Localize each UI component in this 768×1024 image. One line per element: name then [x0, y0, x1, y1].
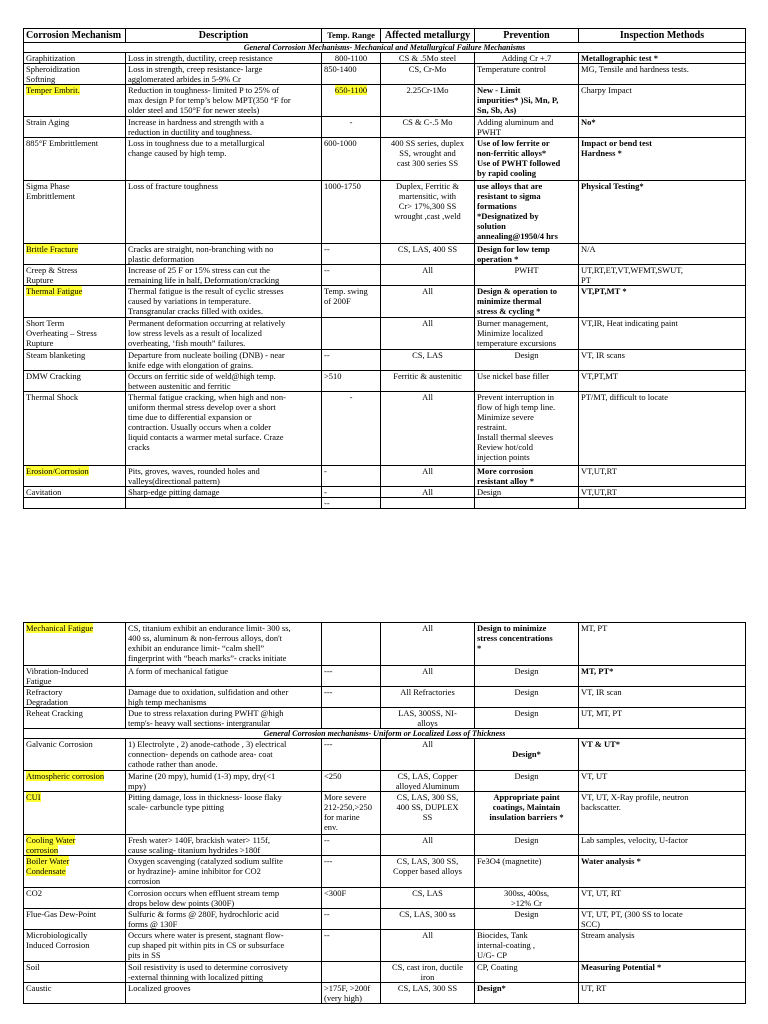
- cell-mech: Vibration-Induced Fatigue: [24, 666, 126, 687]
- cell-metal: CS, LAS: [381, 888, 475, 909]
- cell-insp: VT,PT,MT: [579, 371, 746, 392]
- cell-metal: All: [381, 318, 475, 350]
- cell-prev: Adding Cr +.7: [475, 53, 579, 64]
- cell-desc: Corrosion occurs when effluent stream temp drops below dew points (300F): [126, 888, 322, 909]
- cell-mech: Refractory Degradation: [24, 687, 126, 708]
- cell-insp: VT, IR scans: [579, 350, 746, 371]
- table-row: [24, 687, 746, 708]
- table-1-body: [24, 53, 746, 509]
- cell-temp: 600-1000: [322, 138, 381, 181]
- table-row: [24, 666, 746, 687]
- cell-temp: -: [322, 117, 381, 138]
- cell-mech: DMW Cracking: [24, 371, 126, 392]
- cell-insp: Stream analysis: [579, 930, 746, 962]
- cell-desc: [126, 498, 322, 509]
- cell-insp: No*: [579, 117, 746, 138]
- cell-temp: -: [322, 466, 381, 487]
- cell-desc: Thermal fatigue is the result of cyclic stresses caused by variations in temperature. Transgranular cracks filled with oxides.: [126, 286, 322, 318]
- cell-prev: [475, 498, 579, 509]
- cell-mech: Thermal Shock: [24, 392, 126, 466]
- cell-desc: CS, titanium exhibit an endurance limit- 300 ss, 400 ss, aluminum & non-ferrous alloys, don't exhibit an endurance limit- “calm shell” fingerprint with “beach marks”- cracks initiate: [126, 623, 322, 666]
- cell-insp: UT,RT,ET,VT,WFMT,SWUT, PT: [579, 265, 746, 286]
- cell-metal: CS, LAS, 300 SS, Copper based alloys: [381, 856, 475, 888]
- table-row: [24, 708, 746, 729]
- cell-metal: All: [381, 835, 475, 856]
- cell-insp: PT/MT, difficult to locate: [579, 392, 746, 466]
- cell-temp: ---: [322, 666, 381, 687]
- table-row: [24, 983, 746, 1004]
- cell-prev: Use nickel base filler: [475, 371, 579, 392]
- cell-prev: Burner management, Minimize localized temperature excursions: [475, 318, 579, 350]
- cell-mech: [24, 85, 126, 117]
- highlight-mark: Brittle Fracture: [26, 244, 79, 254]
- cell-temp: [322, 708, 381, 729]
- cell-metal: All: [381, 623, 475, 666]
- cell-prev: Design: [475, 666, 579, 687]
- cell-desc: Loss in strength, creep resistance- large agglomerated arbides in 5-9% Cr: [126, 64, 322, 85]
- highlight-mark: Atmospheric corrosion: [26, 771, 105, 781]
- cell-desc: Increase of 25 F or 15% stress can cut the remaining life in half, Deformation/cracking: [126, 265, 322, 286]
- cell-prev: Prevent interruption in flow of high temp line. Minimize severe restraint. Install thermal sleeves Review hot/cold injection points: [475, 392, 579, 466]
- cell-metal: CS, LAS, 300 SS: [381, 983, 475, 1004]
- cell-mech: [24, 623, 126, 666]
- highlight-mark: Mechanical Fatigue: [26, 623, 94, 633]
- cell-metal: All: [381, 666, 475, 687]
- table-row: [24, 138, 746, 181]
- cell-desc: Loss in toughness due to a metallurgical change caused by high temp.: [126, 138, 322, 181]
- cell-mech: [24, 498, 126, 509]
- table-row: [24, 371, 746, 392]
- cell-desc: Pitting damage, loss in thickness- loose flaky scale- carbuncle type pitting: [126, 792, 322, 835]
- cell-insp: N/A: [579, 244, 746, 265]
- cell-prev: Design: [475, 487, 579, 498]
- table-row: [24, 392, 746, 466]
- cell-prev: 300ss, 400ss, >12% Cr: [475, 888, 579, 909]
- cell-temp: [322, 85, 381, 117]
- cell-metal: All: [381, 392, 475, 466]
- cell-prev: Design*: [475, 983, 579, 1004]
- cell-prev: More corrosion resistant alloy *: [475, 466, 579, 487]
- cell-mech: 885°F Embrittlement: [24, 138, 126, 181]
- table-row: [24, 466, 746, 487]
- cell-metal: CS, LAS: [381, 350, 475, 371]
- cell-temp: 1000-1750: [322, 181, 381, 244]
- cell-temp: [322, 623, 381, 666]
- cell-temp: --: [322, 350, 381, 371]
- cell-desc: Pits, groves, waves, rounded holes and valleys(directional pattern): [126, 466, 322, 487]
- cell-prev: Use of low ferrite or non-ferritic alloys* Use of PWHT followed by rapid cooling: [475, 138, 579, 181]
- cell-metal: CS, Cr-Mo: [381, 64, 475, 85]
- cell-mech: CO2: [24, 888, 126, 909]
- cell-desc: Permanent deformation occurring at relatively low stress levels as a result of localized overheating, ‘fish mouth” failures.: [126, 318, 322, 350]
- cell-metal: All: [381, 286, 475, 318]
- cell-desc: Occurs on ferritic side of weld@high temp. between austenitic and ferritic: [126, 371, 322, 392]
- cell-metal: Duplex, Ferritic & martensitic, with Cr> 17%,300 SS wrought ,cast ,weld: [381, 181, 475, 244]
- section-row: [24, 729, 746, 739]
- cell-prev: PWHT: [475, 265, 579, 286]
- table-row: [24, 739, 746, 771]
- cell-prev: Temperature control: [475, 64, 579, 85]
- highlight-mark: Temper Embrit.: [26, 85, 80, 95]
- cell-desc: Soil resistivity is used to determine corrosivety -external thinning with localized pitting: [126, 962, 322, 983]
- cell-mech: Strain Aging: [24, 117, 126, 138]
- cell-prev: Design to minimize stress concentrations *: [475, 623, 579, 666]
- cell-insp: VT, UT, RT: [579, 888, 746, 909]
- cell-mech: [24, 466, 126, 487]
- header-row: [24, 29, 746, 43]
- cell-metal: 400 SS series, duplex SS, wrought and cast 300 series SS: [381, 138, 475, 181]
- cell-mech: [24, 792, 126, 835]
- highlight-mark: CUI: [26, 792, 41, 802]
- header-description: Description: [126, 29, 322, 43]
- cell-insp: VT & UT*: [579, 739, 746, 771]
- table-row: [24, 623, 746, 666]
- table-row: [24, 856, 746, 888]
- table-row: [24, 265, 746, 286]
- cell-desc: Oxygen scavenging (catalyzed sodium sulfite or hydrazine)- amine inhibitor for CO2 corrosion: [126, 856, 322, 888]
- cell-mech: [24, 856, 126, 888]
- cell-temp: 850-1400: [322, 64, 381, 85]
- highlight-mark: Thermal Fatigue: [26, 286, 83, 296]
- cell-prev: Design: [475, 771, 579, 792]
- cell-mech: Flue-Gas Dew-Point: [24, 909, 126, 930]
- cell-insp: VT,UT,RT: [579, 487, 746, 498]
- cell-insp: VT, UT: [579, 771, 746, 792]
- highlight-mark: Boiler Water Condensate: [26, 856, 70, 876]
- cell-metal: CS, LAS, 300 SS, 400 SS, DUPLEX SS: [381, 792, 475, 835]
- table-row: [24, 962, 746, 983]
- table-row: [24, 835, 746, 856]
- cell-prev: Design: [475, 835, 579, 856]
- cell-insp: VT, UT, X-Ray profile, neutron backscatter.: [579, 792, 746, 835]
- cell-temp: [322, 318, 381, 350]
- cell-desc: Loss of fracture toughness: [126, 181, 322, 244]
- cell-mech: Microbiologically Induced Corrosion: [24, 930, 126, 962]
- cell-metal: All Refractories: [381, 687, 475, 708]
- cell-metal: LAS, 300SS, NI- alloys: [381, 708, 475, 729]
- cell-desc: Increase in hardness and strength with a reduction in ductility and toughness.: [126, 117, 322, 138]
- cell-mech: [24, 835, 126, 856]
- cell-temp: ---: [322, 739, 381, 771]
- cell-desc: Marine (20 mpy), humid (1-3) mpy, dry(<1 mpy): [126, 771, 322, 792]
- cell-desc: Loss in strength, ductility, creep resistance: [126, 53, 322, 64]
- section-title: General Corrosion Mechanisms- Mechanical and Metallurgical Failure Mechanisms: [24, 43, 746, 53]
- table-row: [24, 64, 746, 85]
- cell-prev: Design: [475, 909, 579, 930]
- cell-temp: ---: [322, 856, 381, 888]
- table-row: [24, 318, 746, 350]
- cell-metal: All: [381, 466, 475, 487]
- cell-mech: Creep & Stress Rupture: [24, 265, 126, 286]
- cell-mech: Cavitation: [24, 487, 126, 498]
- cell-prev: New - Limit impurities* )Si, Mn, P, Sn, Sb, As): [475, 85, 579, 117]
- cell-insp: UT, MT, PT: [579, 708, 746, 729]
- highlight-mark: Erosion/Corrosion: [26, 466, 89, 476]
- cell-desc: Damage due to oxidation, sulfidation and other high temp mechanisms: [126, 687, 322, 708]
- cell-insp: UT, RT: [579, 983, 746, 1004]
- cell-prev: Design: [475, 350, 579, 371]
- cell-temp: --: [322, 930, 381, 962]
- cell-insp: MT, PT: [579, 623, 746, 666]
- cell-temp: -: [322, 487, 381, 498]
- table-row: [24, 487, 746, 498]
- cell-metal: All: [381, 930, 475, 962]
- cell-temp: ---: [322, 687, 381, 708]
- corrosion-table-2: [23, 622, 746, 1004]
- header-prevention: Prevention: [475, 29, 579, 43]
- cell-insp: Impact or bend test Hardness *: [579, 138, 746, 181]
- cell-desc: Sulfuric & forms @ 280F, hydrochloric acid forms @ 130F: [126, 909, 322, 930]
- cell-insp: Water analysis *: [579, 856, 746, 888]
- cell-insp: [579, 498, 746, 509]
- cell-temp: --: [322, 909, 381, 930]
- cell-desc: Cracks are straight, non-branching with no plastic deformation: [126, 244, 322, 265]
- cell-insp: Lab samples, velocity, U-factor: [579, 835, 746, 856]
- table-2-body-after: [24, 739, 746, 1004]
- cell-prev: Fe3O4 (magnetite): [475, 856, 579, 888]
- table-row: [24, 181, 746, 244]
- cell-metal: 2.25Cr-1Mo: [381, 85, 475, 117]
- cell-metal: CS & C-.5 Mo: [381, 117, 475, 138]
- cell-prev: Biocides, Tank internal-coating , U/G- CP: [475, 930, 579, 962]
- cell-metal: CS, LAS, Copper alloyed Aluminum: [381, 771, 475, 792]
- cell-insp: Metallographic test *: [579, 53, 746, 64]
- cell-temp: More severe 212-250,>250 for marine env.: [322, 792, 381, 835]
- cell-desc: Reduction in toughness- limited P to 25% of max design P for temp’s below MPT(350 °F for older steel and 150°F for newer steels): [126, 85, 322, 117]
- table-row: [24, 888, 746, 909]
- cell-temp: 800-1100: [322, 53, 381, 64]
- table-row: [24, 909, 746, 930]
- cell-metal: All: [381, 265, 475, 286]
- cell-temp: >175F, >200f (very high): [322, 983, 381, 1004]
- cell-insp: MG, Tensile and hardness tests.: [579, 64, 746, 85]
- cell-mech: Reheat Cracking: [24, 708, 126, 729]
- cell-insp: VT,IR, Heat indicating paint: [579, 318, 746, 350]
- table-row: [24, 53, 746, 64]
- table-row: [24, 792, 746, 835]
- cell-metal: CS & .5Mo steel: [381, 53, 475, 64]
- section-row: [24, 43, 746, 53]
- cell-insp: VT, UT, PT, (300 SS to locate SCC): [579, 909, 746, 930]
- header-mechanism: Corrosion Mechanism: [24, 29, 126, 43]
- cell-temp: -: [322, 392, 381, 466]
- cell-metal: [381, 498, 475, 509]
- corrosion-table-1: [23, 28, 746, 509]
- header-inspection: Inspection Methods: [579, 29, 746, 43]
- cell-prev: Appropriate paint coatings, Maintain insulation barriers *: [475, 792, 579, 835]
- cell-prev: use alloys that are resistant to sigma formations *Designatized by solution annealing@1950/4 hrs: [475, 181, 579, 244]
- table-row: [24, 930, 746, 962]
- cell-desc: Sharp-edge pitting damage: [126, 487, 322, 498]
- cell-temp: Temp. swing of 200F: [322, 286, 381, 318]
- cell-insp: Physical Testing*: [579, 181, 746, 244]
- cell-prev: Design*: [475, 739, 579, 771]
- cell-insp: Measuring Potential *: [579, 962, 746, 983]
- table-row: [24, 771, 746, 792]
- table-2-body-before: [24, 623, 746, 729]
- cell-metal: CS, LAS, 300 ss: [381, 909, 475, 930]
- cell-mech: Short Term Overheating – Stress Rupture: [24, 318, 126, 350]
- cell-desc: Occurs where water is present, stagnant flow- cup shaped pit within pits in CS or subsurface pits in SS: [126, 930, 322, 962]
- table-row: [24, 350, 746, 371]
- cell-metal: Ferritic & austenitic: [381, 371, 475, 392]
- cell-prev: Adding aluminum and PWHT: [475, 117, 579, 138]
- cell-mech: Galvanic Corrosion: [24, 739, 126, 771]
- cell-mech: Soil: [24, 962, 126, 983]
- cell-desc: Departure from nucleate boiling (DNB) - near knife edge with elongation of grains.: [126, 350, 322, 371]
- table-row: [24, 117, 746, 138]
- cell-mech: Sigma Phase Embrittlement: [24, 181, 126, 244]
- cell-metal: All: [381, 487, 475, 498]
- cell-desc: 1) Electrolyte , 2) anode-cathode , 3) electrical connection- depends on cathode area- coat cathode rather than anode.: [126, 739, 322, 771]
- cell-insp: VT,PT,MT *: [579, 286, 746, 318]
- cell-desc: Localized grooves: [126, 983, 322, 1004]
- cell-insp: MT, PT*: [579, 666, 746, 687]
- cell-temp: >510: [322, 371, 381, 392]
- cell-mech: [24, 244, 126, 265]
- cell-desc: Fresh water> 140F, brackish water> 115f, cause scaling- titanium hydrides >180f: [126, 835, 322, 856]
- cell-prev: Design: [475, 708, 579, 729]
- header-temp: Temp. Range: [322, 29, 381, 43]
- cell-temp: <250: [322, 771, 381, 792]
- cell-desc: A form of mechanical fatigue: [126, 666, 322, 687]
- table-2-section: [24, 729, 746, 739]
- cell-mech: Spheroidization Softning: [24, 64, 126, 85]
- cell-desc: Due to stress relaxation during PWHT @high temp's- heavy wall sections- intergranular: [126, 708, 322, 729]
- cell-prev: Design & operation to minimize thermal stress & cycling *: [475, 286, 579, 318]
- cell-metal: CS, LAS, 400 SS: [381, 244, 475, 265]
- cell-temp: --: [322, 498, 381, 509]
- cell-insp: VT, IR scan: [579, 687, 746, 708]
- cell-temp: --: [322, 265, 381, 286]
- highlight-mark: Cooling Water corrosion: [26, 835, 76, 855]
- cell-metal: CS, cast iron, ductile iron: [381, 962, 475, 983]
- cell-mech: [24, 286, 126, 318]
- cell-mech: Caustic: [24, 983, 126, 1004]
- cell-prev: Design: [475, 687, 579, 708]
- cell-prev: Design for low temp operation *: [475, 244, 579, 265]
- cell-mech: Steam blanketing: [24, 350, 126, 371]
- cell-desc: Thermal fatigue cracking, when high and non- uniform thermal stress develop over a short time due to differential expansion or contraction. Usually occurs when a colder liquid contacts a warmer metal surface. Craze cracks: [126, 392, 322, 466]
- table-row: [24, 498, 746, 509]
- cell-mech: [24, 771, 126, 792]
- cell-temp: [322, 962, 381, 983]
- cell-insp: VT,UT,RT: [579, 466, 746, 487]
- header-metallurgy: Affected metallurgy: [381, 29, 475, 43]
- highlight-mark: 650-1100: [334, 85, 368, 95]
- cell-insp: Charpy Impact: [579, 85, 746, 117]
- cell-metal: All: [381, 739, 475, 771]
- cell-mech: Graphitization: [24, 53, 126, 64]
- table-row: [24, 85, 746, 117]
- section-title: General Corrosion mechanisms- Uniform or Localized Loss of Thickness: [24, 729, 746, 739]
- table-row: [24, 244, 746, 265]
- cell-temp: <300F: [322, 888, 381, 909]
- cell-temp: --: [322, 244, 381, 265]
- cell-prev: CP, Coating: [475, 962, 579, 983]
- cell-temp: --: [322, 835, 381, 856]
- table-row: [24, 286, 746, 318]
